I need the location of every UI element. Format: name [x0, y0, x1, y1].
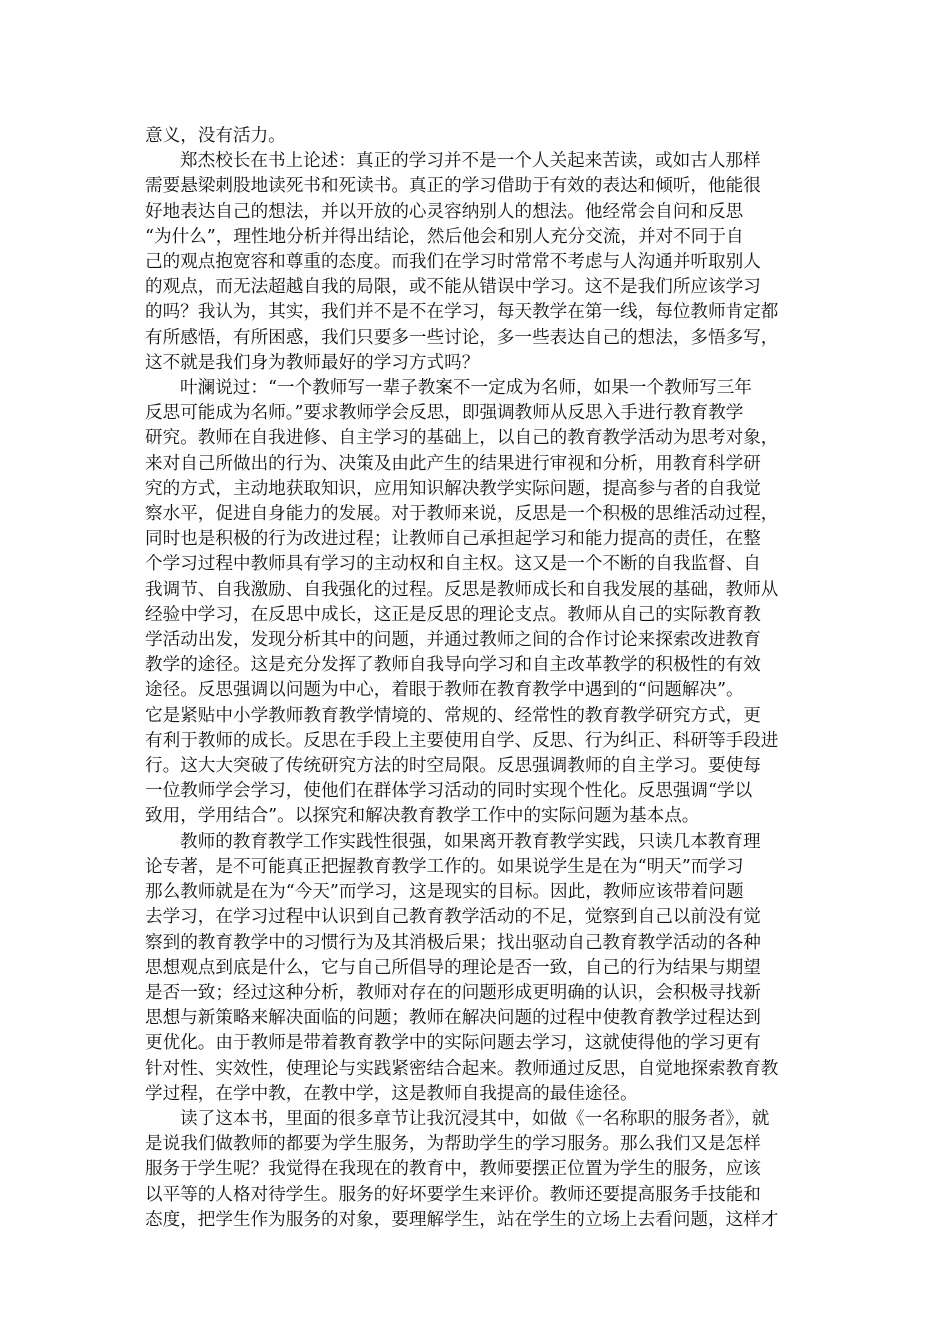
text-line: 以平等的人格对待学生。服务的好坏要学生来评价。教师还要提高服务手技能和	[145, 1184, 761, 1205]
text-line: 针对性、实效性，使理论与实践紧密结合起来。教师通过反思，自觉地探索教育教	[145, 1058, 779, 1079]
text-line: 论专著，是不可能真正把握教育教学工作的。如果说学生是在为“明天”而学习	[145, 856, 744, 877]
document-page	[145, 124, 808, 1233]
text-line: 察水平，促进自身能力的发展。对于教师来说，反思是一个积极的思维活动过程，	[145, 504, 779, 525]
text-line: 教学的途径。这是充分发挥了教师自我导向学习和自主改革教学的积极性的有效	[145, 655, 761, 676]
text-line: 究的方式，主动地获取知识，应用知识解决教学实际问题，提高参与者的自我觉	[145, 478, 761, 499]
text-line: 教师的教育教学工作实践性很强，如果离开教育教学实践，只读几本教育理	[180, 831, 761, 852]
text-line: 更优化。由于教师是带着教育教学中的实际问题去学习，这就使得他的学习更有	[145, 1033, 761, 1054]
text-line: 态度，把学生作为服务的对象，要理解学生，站在学生的立场上去看问题，这样才	[145, 1209, 779, 1230]
text-line: 的吗？我认为，其实，我们并不是不在学习，每天教学在第一线，每位教师肯定都	[145, 302, 779, 323]
paragraph	[145, 124, 808, 149]
text-line: 好地表达自己的想法，并以开放的心灵容纳别人的想法。他经常会自问和反思	[145, 201, 744, 222]
text-line: 有利于教师的成长。反思在手段上主要使用自学、反思、行为纠正、科研等手段进	[145, 730, 779, 751]
text-line: 途径。反思强调以问题为中心，着眼于教师在教育教学中遇到的“问题解决”。	[145, 680, 744, 701]
text-line: 它是紧贴中小学教师教育教学情境的、常规的、经常性的教育教学研究方式，更	[145, 705, 761, 726]
text-line: 行。这大大突破了传统研究方法的时空局限。反思强调教师的自主学习。要使每	[145, 756, 761, 777]
text-line: 我调节、自我激励、自我强化的过程。反思是教师成长和自我发展的基础，教师从	[145, 579, 779, 600]
text-line: 经验中学习，在反思中成长，这正是反思的理论支点。教师从自己的实际教育教	[145, 604, 761, 625]
text-line: 郑杰校长在书上论述：真正的学习并不是一个人关起来苦读，或如古人那样	[180, 151, 761, 172]
text-line: 致用，学用结合”。以探究和解决教育教学工作中的实际问题为基本点。	[145, 806, 700, 827]
text-line: 一位教师学会学习，使他们在群体学习活动的同时实现个性化。反思强调“学以	[145, 781, 753, 802]
text-line: 读了这本书，里面的很多章节让我沉浸其中，如做《一名称职的服务者》，就	[180, 1108, 770, 1129]
text-line: 思想与新策略来解决面临的问题；教师在解决问题的过程中使教育教学过程达到	[145, 1008, 761, 1029]
text-line: 己的观点抱宽容和尊重的态度。而我们在学习时常常不考虑与人沟通并听取别人	[145, 252, 761, 273]
text-line: 反思可能成为名师。”要求教师学会反思，即强调教师从反思入手进行教育教学	[145, 403, 744, 424]
text-line: 的观点，而无法超越自我的局限，或不能从错误中学习。这不是我们所应该学习	[145, 277, 761, 298]
text-line: 叶澜说过：“一个教师写一辈子教案不一定成为名师，如果一个教师写三年	[180, 378, 752, 399]
text-line: 服务于学生呢？我觉得在我现在的教育中，教师要摆正位置为学生的服务，应该	[145, 1159, 761, 1180]
paragraph	[145, 830, 808, 1107]
text-line: 研究。教师在自我进修、自主学习的基础上，以自己的教育教学活动为思考对象，	[145, 428, 779, 449]
text-line: 需要悬梁刺股地读死书和死读书。真正的学习借助于有效的表达和倾听，他能很	[145, 176, 761, 197]
text-line: 那么教师就是在为“今天”而学习，这是现实的目标。因此，教师应该带着问题	[145, 882, 744, 903]
text-line: 学过程，在学中教，在教中学，这是教师自我提高的最佳途径。	[145, 1083, 638, 1104]
paragraph	[145, 1107, 808, 1233]
text-line: 去学习，在学习过程中认识到自己教育教学活动的不足，觉察到自己以前没有觉	[145, 907, 761, 928]
text-line: 这不就是我们身为教师最好的学习方式吗？	[145, 352, 480, 373]
text-line: 思想观点到底是什么，它与自己所倡导的理论是否一致，自己的行为结果与期望	[145, 957, 761, 978]
text-line: 是否一致；经过这种分析，教师对存在的问题形成更明确的认识，会积极寻找新	[145, 982, 761, 1003]
text-line: 意义，没有活力。	[145, 126, 286, 146]
text-line: 有所感悟，有所困惑，我们只要多一些讨论，多一些表达自己的想法，多悟多写，	[145, 327, 779, 348]
text-line: 来对自己所做出的行为、决策及由此产生的结果进行审视和分析，用教育科学研	[145, 453, 761, 474]
text-line: 是说我们做教师的都要为学生服务，为帮助学生的学习服务。那么我们又是怎样	[145, 1134, 761, 1155]
paragraph	[145, 376, 808, 830]
text-line: 学活动出发，发现分析其中的问题，并通过教师之间的合作讨论来探索改进教育	[145, 630, 761, 651]
text-line: 个学习过程中教师具有学习的主动权和自主权。这又是一个不断的自我监督、自	[145, 554, 761, 575]
paragraph	[145, 149, 808, 376]
text-line: “为什么”，理性地分析并得出结论，然后他会和别人充分交流，并对不同于自	[145, 226, 744, 247]
text-line: 同时也是积极的行为改进过程；让教师自己承担起学习和能力提高的责任，在整	[145, 529, 761, 550]
text-line: 察到的教育教学中的习惯行为及其消极后果；找出驱动自己教育教学活动的各种	[145, 932, 761, 953]
